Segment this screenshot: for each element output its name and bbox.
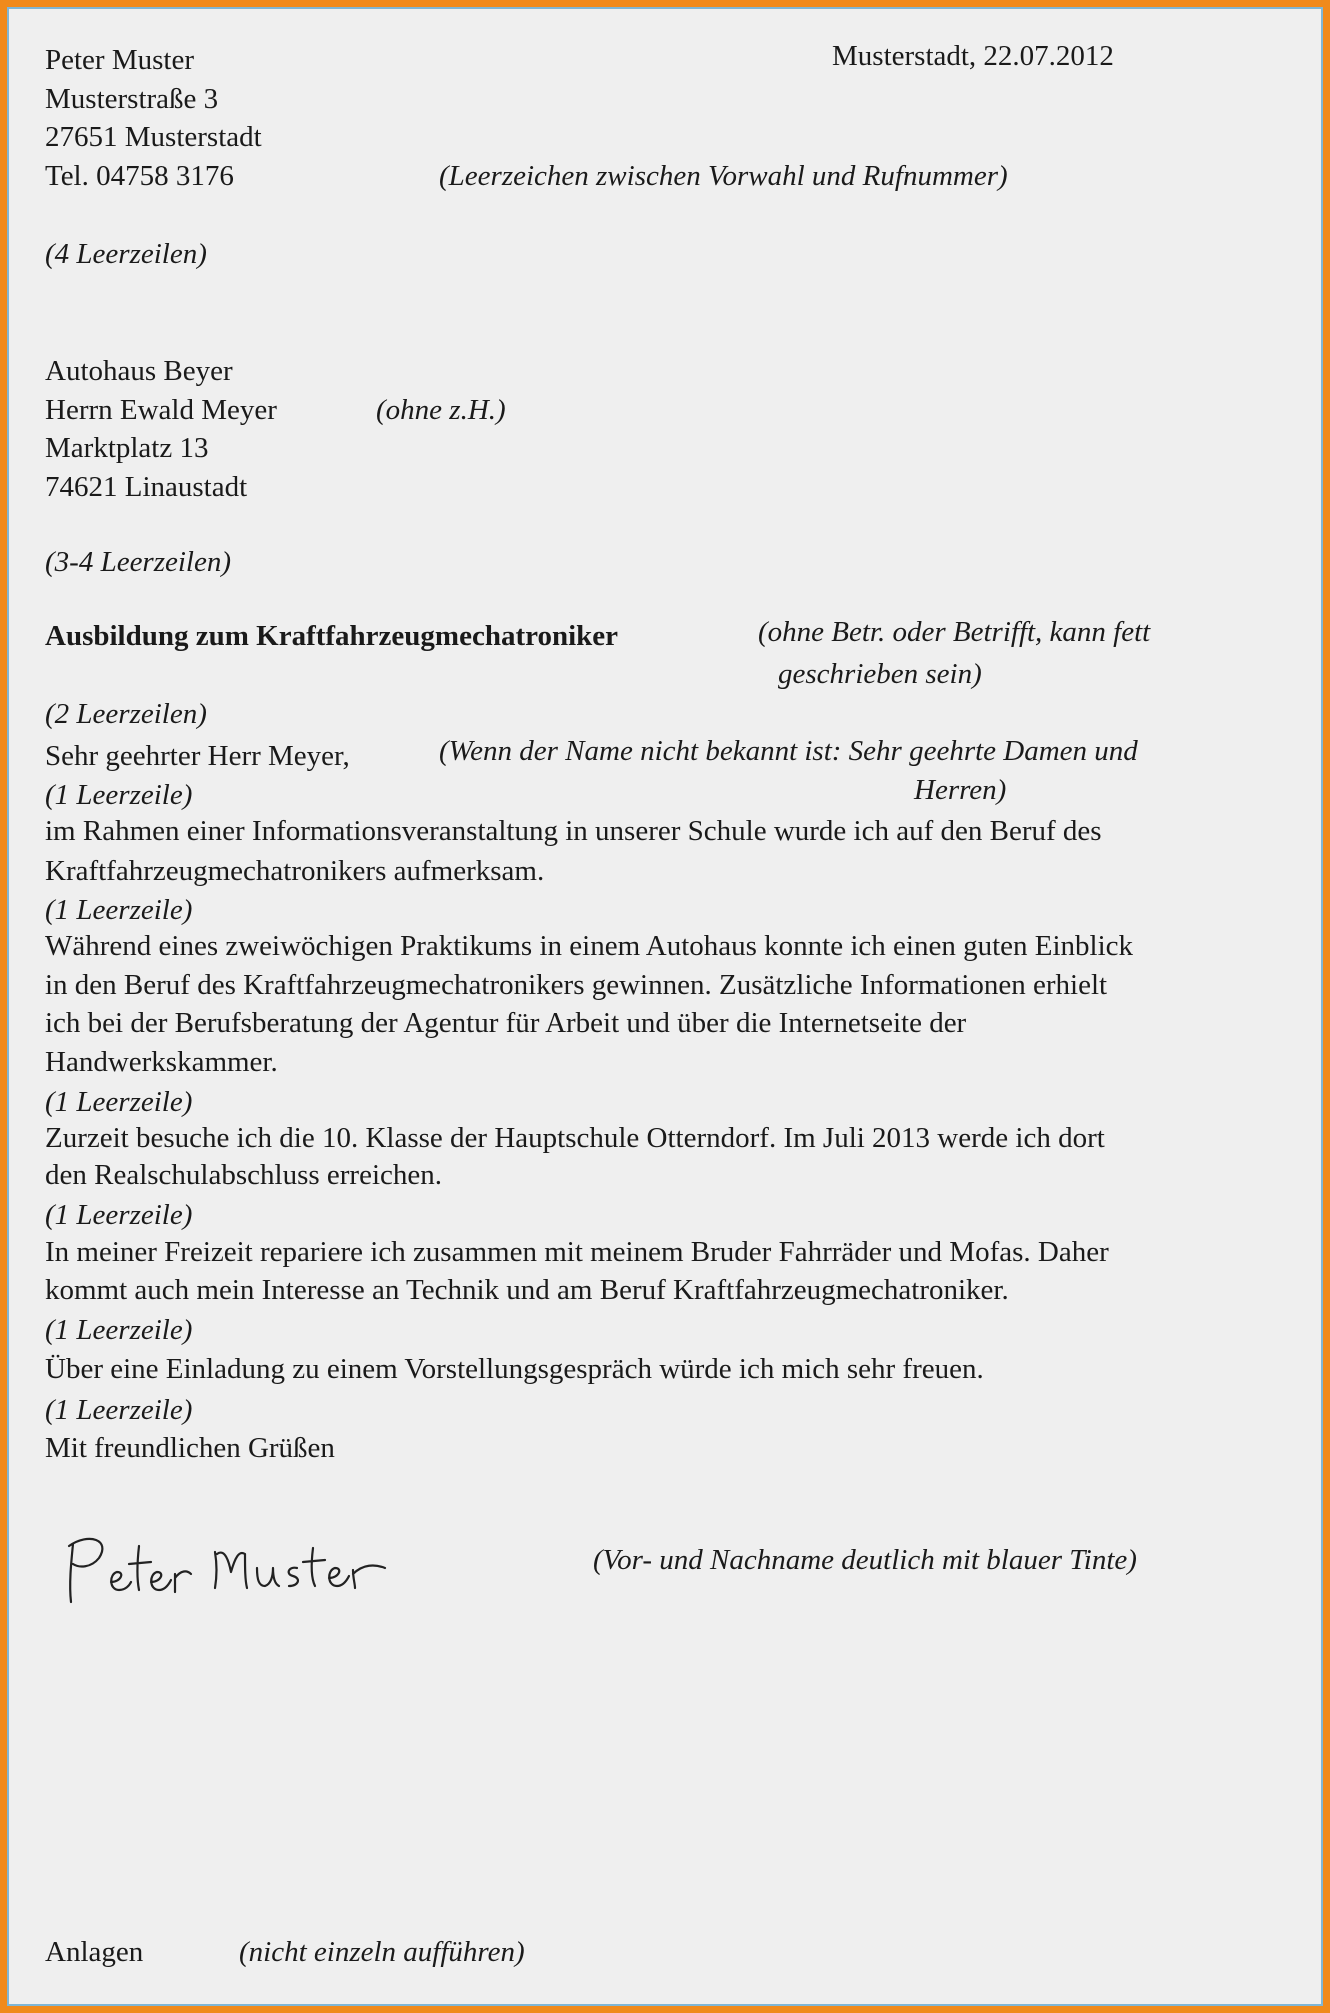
- gap-note: (1 Leerzeile): [45, 779, 193, 811]
- body-line: Während eines zweiwöchigen Praktikums in einem Autohaus konnte ich einen guten Einblick: [45, 930, 1134, 962]
- gap-note: (4 Leerzeilen): [45, 238, 207, 270]
- handwritten-signature: [59, 1524, 429, 1614]
- subject-line: Ausbildung zum Kraftfahrzeugmechatroniker: [45, 620, 619, 652]
- gap-note: (1 Leerzeile): [45, 1086, 193, 1118]
- gap-note: (1 Leerzeile): [45, 894, 193, 926]
- body-line: Zurzeit besuche ich die 10. Klasse der Hauptschule Otterndorf. Im Juli 2013 werde ich dort: [45, 1122, 1105, 1154]
- subject-note-continued: geschrieben sein): [778, 658, 982, 690]
- signature-note: (Vor- und Nachname deutlich mit blauer Tinte): [593, 1544, 1137, 1576]
- body-line: ich bei der Berufsberatung der Agentur für Arbeit und über die Internetseite der: [45, 1007, 967, 1039]
- body-line: im Rahmen einer Informationsveranstaltung in unserer Schule wurde ich auf den Beruf des: [45, 815, 1102, 847]
- body-line: Handwerkskammer.: [45, 1046, 278, 1078]
- sender-name: Peter Muster: [45, 44, 194, 76]
- body-line: Über eine Einladung zu einem Vorstellungsgespräch würde ich mich sehr freuen.: [45, 1353, 984, 1385]
- body-line: den Realschulabschluss erreichen.: [45, 1159, 442, 1191]
- enclosures-label: Anlagen: [45, 1936, 144, 1968]
- sender-city: 27651 Musterstadt: [45, 121, 262, 153]
- sender-phone: Tel. 04758 3176: [45, 160, 234, 192]
- salutation-note: (Wenn der Name nicht bekannt ist: Sehr geehrte Damen und: [439, 735, 1138, 767]
- recipient-company: Autohaus Beyer: [45, 355, 233, 387]
- subject-note: (ohne Betr. oder Betrifft, kann fett: [758, 616, 1151, 648]
- body-line: kommt auch mein Interesse an Technik und am Beruf Kraftfahrzeugmechatroniker.: [45, 1274, 1009, 1306]
- sender-street: Musterstraße 3: [45, 83, 219, 115]
- recipient-street: Marktplatz 13: [45, 432, 209, 464]
- place-date: Musterstadt, 22.07.2012: [832, 40, 1114, 72]
- salutation: Sehr geehrter Herr Meyer,: [45, 740, 350, 772]
- recipient-person: Herrn Ewald Meyer: [45, 394, 277, 426]
- gap-note: (2 Leerzeilen): [45, 698, 207, 730]
- closing: Mit freundlichen Grüßen: [45, 1432, 335, 1464]
- recipient-note: (ohne z.H.): [376, 394, 506, 426]
- body-line: in den Beruf des Kraftfahrzeugmechatronikers gewinnen. Zusätzliche Informationen erhielt: [45, 969, 1108, 1001]
- phone-note: (Leerzeichen zwischen Vorwahl und Rufnummer): [439, 160, 1008, 192]
- body-line: Kraftfahrzeugmechatronikers aufmerksam.: [45, 855, 545, 887]
- gap-note: (1 Leerzeile): [45, 1199, 193, 1231]
- gap-note: (1 Leerzeile): [45, 1394, 193, 1426]
- body-line: In meiner Freizeit repariere ich zusammen mit meinem Bruder Fahrräder und Mofas. Daher: [45, 1236, 1109, 1268]
- letter-page: [7, 7, 1323, 2006]
- gap-note: (3-4 Leerzeilen): [45, 546, 232, 578]
- enclosures-note: (nicht einzeln aufführen): [239, 1936, 525, 1968]
- gap-note: (1 Leerzeile): [45, 1314, 193, 1346]
- salutation-note-continued: Herren): [914, 774, 1007, 806]
- recipient-city: 74621 Linaustadt: [45, 471, 248, 503]
